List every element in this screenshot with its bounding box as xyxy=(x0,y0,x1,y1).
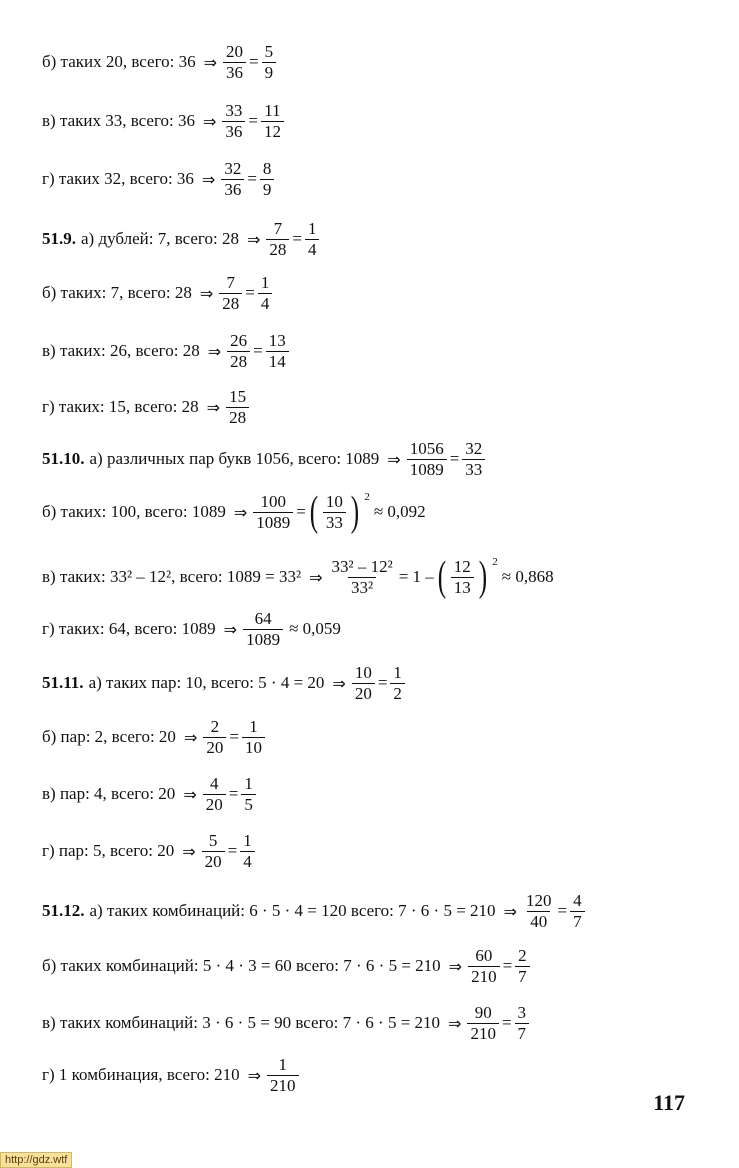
numerator: 26 xyxy=(230,330,248,350)
solution-text: а) таких пар: 10, всего: 5 · 4 = 20 xyxy=(88,673,325,692)
solution-line xyxy=(42,712,267,762)
solution-text: а) дублей: 7, всего: 28 xyxy=(81,229,239,248)
problem-number: 51.10. xyxy=(42,449,85,468)
solution-text: б) пар: 2, всего: 20 xyxy=(42,727,176,746)
numerator: 2 xyxy=(210,716,220,736)
watermark-link[interactable]: http://gdz.wtf xyxy=(0,1152,72,1168)
power-expression xyxy=(435,554,498,600)
denominator: 28 xyxy=(219,293,242,313)
fraction xyxy=(262,43,277,82)
solution-text: г) таких: 15, всего: 28 xyxy=(42,397,199,416)
fraction xyxy=(203,775,226,814)
solution-line xyxy=(42,552,554,602)
numerator: 64 xyxy=(254,608,272,628)
numerator: 120 xyxy=(525,890,552,910)
solution-line xyxy=(42,214,321,264)
denominator: 9 xyxy=(262,62,277,82)
fraction xyxy=(221,160,244,199)
fraction xyxy=(222,102,245,141)
fraction xyxy=(515,1004,530,1043)
numerator: 32 xyxy=(465,438,483,458)
solution-line xyxy=(42,769,258,819)
denominator: 20 xyxy=(203,794,226,814)
right-paren: ) xyxy=(350,489,360,535)
implies-arrow: ⇒ xyxy=(202,111,217,131)
implies-arrow: ⇒ xyxy=(332,673,346,693)
equals-sign: = xyxy=(449,449,460,468)
implies-arrow: ⇒ xyxy=(182,841,196,861)
denominator: 210 xyxy=(267,1075,299,1095)
fraction xyxy=(226,388,249,427)
solution-text: в) таких комбинаций: 3 · 6 · 5 = 90 всего: 7 · 6 · 5 = 210 xyxy=(42,1013,441,1032)
solution-line xyxy=(42,382,251,432)
equals-sign: = xyxy=(377,673,388,692)
fraction xyxy=(468,947,500,986)
equals-sign: = xyxy=(292,229,302,248)
fraction xyxy=(352,664,375,703)
implies-arrow: ⇒ xyxy=(199,283,214,303)
denominator: 4 xyxy=(240,851,255,871)
fraction xyxy=(515,947,530,986)
denominator: 28 xyxy=(227,351,250,371)
denominator: 14 xyxy=(266,351,289,371)
equals-sign: = xyxy=(501,1013,512,1032)
fraction xyxy=(240,832,255,871)
denominator: 36 xyxy=(222,121,245,141)
solution-line xyxy=(42,826,257,876)
solution-text: б) таких: 7, всего: 28 xyxy=(42,283,192,302)
denominator: 20 xyxy=(203,737,226,757)
solution-line xyxy=(42,886,587,936)
implies-arrow: ⇒ xyxy=(183,727,198,747)
numerator: 4 xyxy=(209,773,219,793)
denominator: 20 xyxy=(202,851,225,871)
page-number: 117 xyxy=(653,1090,685,1115)
denominator: 9 xyxy=(260,179,275,199)
exponent: 2 xyxy=(364,491,370,503)
implies-arrow: ⇒ xyxy=(223,619,238,639)
numerator: 7 xyxy=(226,272,235,292)
solution-text: б) таких комбинаций: 5 · 4 · 3 = 60 всего: 7 · 6 · 5 = 210 xyxy=(42,956,441,975)
denominator: 4 xyxy=(305,239,320,259)
problem-number: 51.11. xyxy=(42,673,84,692)
solution-text: г) таких 32, всего: 36 xyxy=(42,169,194,188)
numerator: 100 xyxy=(260,491,286,511)
numerator: 1056 xyxy=(409,438,444,458)
solution-line xyxy=(42,434,487,484)
denominator: 20 xyxy=(352,683,375,703)
solution-text: б) таких 20, всего: 36 xyxy=(42,52,196,71)
solution-text: г) 1 комбинация, всего: 210 xyxy=(42,1065,240,1084)
solution-line xyxy=(42,658,407,708)
numerator: 90 xyxy=(474,1002,492,1022)
numerator: 60 xyxy=(475,945,493,965)
implies-arrow: ⇒ xyxy=(448,956,463,976)
solution-text: г) пар: 5, всего: 20 xyxy=(42,841,175,860)
implies-arrow: ⇒ xyxy=(448,1013,462,1033)
solution-text: в) пар: 4, всего: 20 xyxy=(42,784,176,803)
implies-arrow: ⇒ xyxy=(309,567,323,587)
numerator: 20 xyxy=(226,41,244,61)
denominator: 210 xyxy=(468,966,500,986)
fraction xyxy=(467,1004,499,1043)
numerator: 32 xyxy=(224,158,242,178)
denominator: 33 xyxy=(462,459,485,479)
left-paren: ( xyxy=(309,489,319,535)
denominator: 2 xyxy=(390,683,405,703)
equals-sign: = xyxy=(502,956,513,975)
left-paren: ( xyxy=(437,554,446,600)
fraction xyxy=(390,664,405,703)
fraction xyxy=(241,775,256,814)
equals-sign: = xyxy=(247,169,257,188)
denominator: 10 xyxy=(242,737,265,757)
denominator: 7 xyxy=(570,911,585,931)
denominator: 7 xyxy=(515,966,530,986)
solution-line xyxy=(42,487,426,537)
fraction xyxy=(223,43,246,82)
numerator: 33 xyxy=(225,100,243,120)
fraction xyxy=(266,332,289,371)
implies-arrow: ⇒ xyxy=(203,52,218,72)
power-expression xyxy=(307,489,370,535)
numerator: 2 xyxy=(518,945,527,965)
fraction xyxy=(323,493,346,532)
numerator: 3 xyxy=(517,1002,527,1022)
implies-arrow: ⇒ xyxy=(207,341,222,361)
numerator: 15 xyxy=(229,386,247,406)
denominator: 33² xyxy=(348,577,376,597)
fraction xyxy=(203,718,226,757)
denominator: 1089 xyxy=(407,459,447,479)
equals-sign: = xyxy=(249,52,259,71)
fraction xyxy=(451,558,474,597)
denominator: 13 xyxy=(451,577,474,597)
implies-arrow: ⇒ xyxy=(183,784,197,804)
equals-sign: = xyxy=(253,341,263,360)
numerator: 5 xyxy=(208,830,218,850)
denominator: 12 xyxy=(261,121,284,141)
numerator: 8 xyxy=(262,158,272,178)
numerator: 1 xyxy=(307,218,317,238)
denominator: 36 xyxy=(223,62,246,82)
denominator: 5 xyxy=(241,794,256,814)
solution-line xyxy=(42,941,532,991)
solution-text: а) различных пар букв 1056, всего: 1089 xyxy=(89,449,380,468)
numerator: 1 xyxy=(260,272,270,292)
numerator: 7 xyxy=(273,218,283,238)
right-paren: ) xyxy=(478,554,487,600)
numerator: 11 xyxy=(264,100,281,120)
fraction xyxy=(227,332,250,371)
solution-line xyxy=(42,1050,301,1100)
numerator: 5 xyxy=(264,41,274,61)
solution-line xyxy=(42,268,274,318)
solution-line xyxy=(42,998,531,1048)
denominator: 1089 xyxy=(253,512,293,532)
implies-arrow: ⇒ xyxy=(247,1065,262,1085)
implies-arrow: ⇒ xyxy=(387,449,401,469)
implies-arrow: ⇒ xyxy=(246,229,261,249)
numerator: 1 xyxy=(393,662,402,682)
fraction xyxy=(570,892,585,931)
numerator: 13 xyxy=(268,330,286,350)
numerator: 33² – 12² xyxy=(331,556,393,576)
fraction xyxy=(261,102,284,141)
denominator: 210 xyxy=(467,1023,499,1043)
solution-line xyxy=(42,96,286,146)
solution-line xyxy=(42,154,276,204)
implies-arrow: ⇒ xyxy=(206,397,221,417)
numerator: 10 xyxy=(325,491,343,511)
solution-text: в) таких 33, всего: 36 xyxy=(42,111,195,130)
numerator: 12 xyxy=(453,556,471,576)
implies-arrow: ⇒ xyxy=(233,502,248,522)
solution-text: в) таких: 26, всего: 28 xyxy=(42,341,200,360)
fraction xyxy=(407,440,447,479)
denominator: 28 xyxy=(266,239,289,259)
solution-line xyxy=(42,326,291,376)
problem-number: 51.9. xyxy=(42,229,76,248)
equals-sign: = xyxy=(229,727,239,746)
implies-arrow: ⇒ xyxy=(201,169,216,189)
problem-number: 51.12. xyxy=(42,901,85,920)
fraction xyxy=(267,1056,299,1095)
equals-sign: = xyxy=(296,502,306,521)
denominator: 7 xyxy=(515,1023,530,1043)
solution-text: г) таких: 64, всего: 1089 xyxy=(42,619,216,638)
equals-sign: = xyxy=(245,283,255,302)
fraction xyxy=(328,558,395,597)
denominator: 4 xyxy=(258,293,273,313)
fraction xyxy=(260,160,275,199)
fraction xyxy=(202,832,225,871)
denominator: 40 xyxy=(527,911,550,931)
fraction xyxy=(266,220,289,259)
fraction xyxy=(243,610,283,649)
fraction xyxy=(258,274,273,313)
solution-line xyxy=(42,604,341,654)
numerator: 1 xyxy=(244,773,253,793)
denominator: 33 xyxy=(323,512,346,532)
approx-result: ≈ 0,092 xyxy=(373,502,426,521)
fraction xyxy=(305,220,320,259)
denominator: 28 xyxy=(226,407,249,427)
denominator: 1089 xyxy=(243,629,283,649)
approx-result: ≈ 0,868 xyxy=(501,567,554,586)
fraction xyxy=(253,493,293,532)
equals-sign: = xyxy=(557,901,568,920)
denominator: 36 xyxy=(221,179,244,199)
expression-part: = 1 – xyxy=(398,567,434,586)
numerator: 4 xyxy=(573,890,582,910)
implies-arrow: ⇒ xyxy=(503,901,517,921)
numerator: 1 xyxy=(278,1054,288,1074)
fraction xyxy=(462,440,485,479)
equals-sign: = xyxy=(227,841,238,860)
equals-sign: = xyxy=(228,784,239,803)
solution-line xyxy=(42,37,278,87)
fraction xyxy=(219,274,242,313)
solution-text: а) таких комбинаций: 6 · 5 · 4 = 120 всего: 7 · 6 · 5 = 210 xyxy=(89,901,496,920)
numerator: 1 xyxy=(249,716,258,736)
solution-text: в) таких: 33² – 12², всего: 1089 = 33² xyxy=(42,567,302,586)
approx-result: ≈ 0,059 xyxy=(289,619,341,638)
equals-sign: = xyxy=(248,111,258,130)
fraction xyxy=(523,892,555,931)
fraction xyxy=(242,718,265,757)
numerator: 10 xyxy=(354,662,372,682)
exponent: 2 xyxy=(492,556,498,568)
numerator: 1 xyxy=(243,830,252,850)
solution-text: б) таких: 100, всего: 1089 xyxy=(42,502,226,521)
